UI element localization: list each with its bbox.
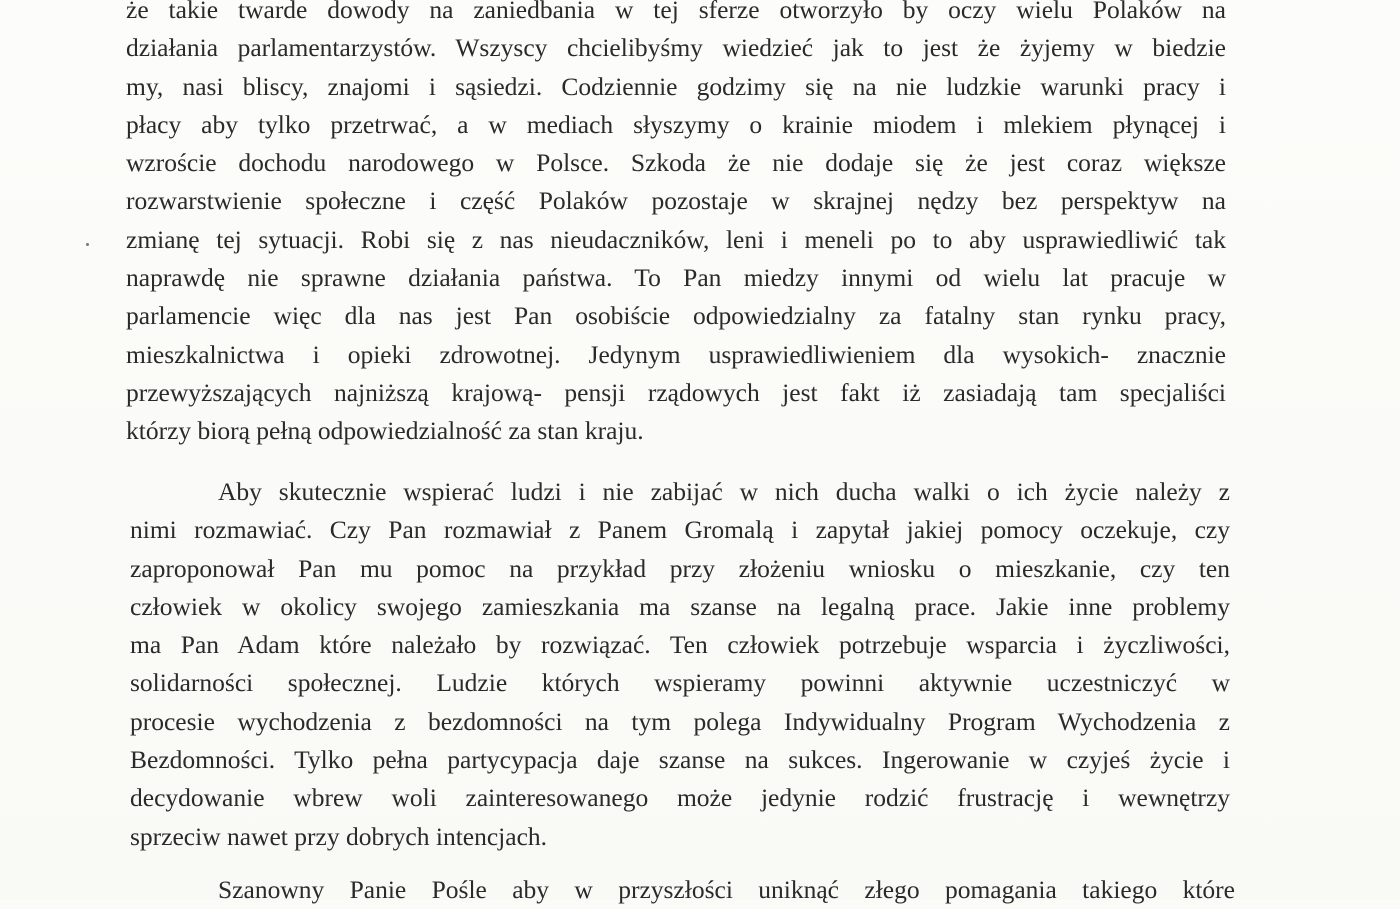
text-line: solidarności społecznej. Ludzie których wspieramy powinni aktywnie uczestniczyć w — [130, 668, 1230, 698]
text-line: ma Pan Adam które należało by rozwiązać. Ten człowiek potrzebuje wsparcia i życzliwości, — [130, 630, 1230, 660]
paragraph-2 — [130, 473, 1230, 856]
text-line: którzy biorą pełną odpowiedzialność za stan kraju. — [126, 416, 644, 446]
text-line: rozwarstwienie społeczne i część Polaków pozostaje w skrajnej nędzy bez perspektyw na — [126, 186, 1226, 216]
text-line: sprzeciw nawet przy dobrych intencjach. — [130, 821, 548, 851]
text-line: płacy aby tylko przetrwać, a w mediach słyszymy o krainie miodem i mlekiem płynącej i — [126, 109, 1226, 139]
text-line: mieszkalnictwa i opieki zdrowotnej. Jedynym usprawiedliwieniem dla wysokich- znacznie — [126, 339, 1226, 369]
text-line: zaproponował Pan mu pomoc na przykład przy złożeniu wniosku o mieszkanie, czy ten — [130, 553, 1230, 583]
text-line: nimi rozmawiać. Czy Pan rozmawiał z Panem Gromalą i zapytał jakiej pomocy oczekuje, czy — [130, 515, 1230, 545]
text-line: my, nasi bliscy, znajomi i sąsiedzi. Codziennie godzimy się na nie ludzkie warunki pracy i — [126, 71, 1226, 101]
text-line: działania parlamentarzystów. Wszyscy chcielibyśmy wiedzieć jak to jest że żyjemy w biedzie — [126, 33, 1226, 63]
text-line: parlamencie więc dla nas jest Pan osobiście odpowiedzialny za fatalny stan rynku pracy, — [126, 301, 1226, 331]
text-line: wzroście dochodu narodowego w Polsce. Szkoda że nie dodaje się że jest coraz większe — [126, 148, 1226, 178]
text-line: człowiek w okolicy swojego zamieszkania ma szanse na legalną prace. Jakie inne problemy — [130, 591, 1230, 621]
text-line: Bezdomności. Tylko pełna partycypacja daje szanse na sukces. Ingerowanie w czyjeś życie i — [130, 745, 1230, 775]
text-line: Aby skutecznie wspierać ludzi i nie zabijać w nich ducha walki o ich życie należy z — [218, 477, 1230, 506]
paragraph-3 — [130, 871, 1235, 909]
text-line: Szanowny Panie Pośle aby w przyszłości uniknąć złego pomagania takiego które — [218, 875, 1235, 904]
text-line: zmianę tej sytuacji. Robi się z nas nieudaczników, leni i meneli po to aby usprawiedliwić tak — [126, 224, 1226, 254]
text-line: przewyższających najniższą krajową- pensji rządowych jest fakt iż zasiadają tam specjaliści — [126, 377, 1226, 407]
text-line: naprawdę nie sprawne działania państwa. To Pan miedzy innymi od wielu lat pracuje w — [126, 263, 1226, 293]
scan-speck — [86, 243, 89, 246]
text-line: że takie twarde dowody na zaniedbania w tej sferze otworzyło by oczy wielu Polaków na — [126, 0, 1226, 24]
text-line: decydowanie wbrew woli zainteresowanego może jedynie rodzić frustrację i wewnętrzy — [130, 783, 1230, 813]
text-line: procesie wychodzenia z bezdomności na tym polega Indywidualny Program Wychodzenia z — [130, 706, 1230, 736]
paragraph-1 — [126, 0, 1226, 451]
